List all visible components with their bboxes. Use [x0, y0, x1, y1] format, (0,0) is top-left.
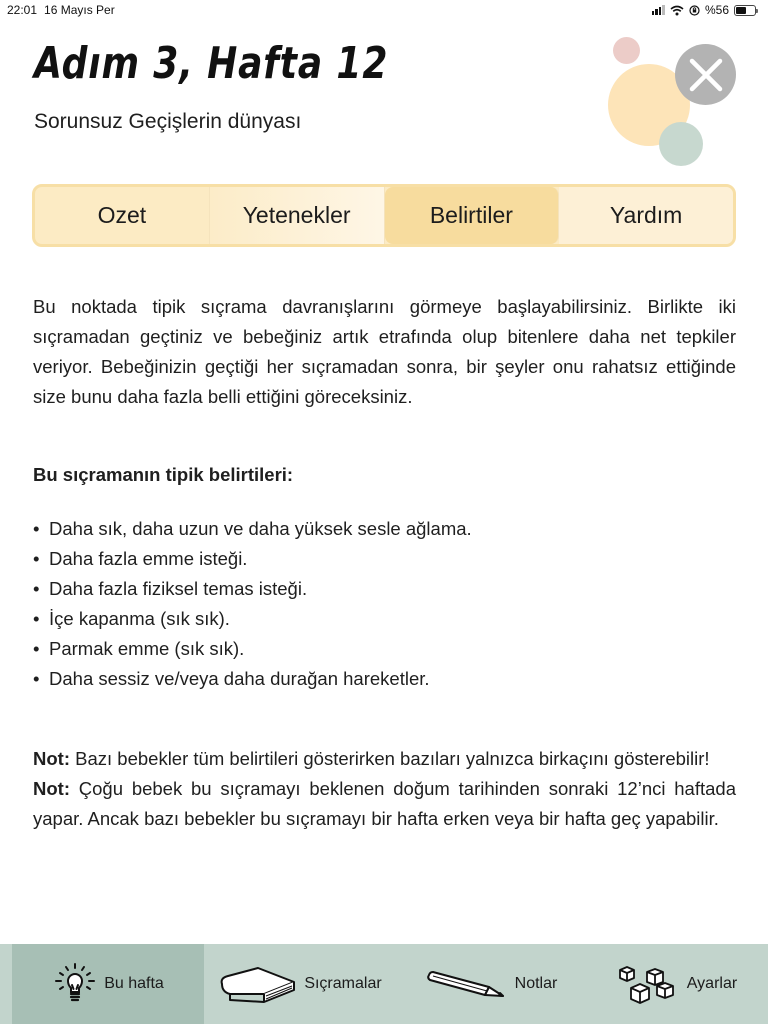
status-date: 16 Mayıs Per [44, 3, 115, 17]
nav-sicramalar[interactable] [204, 944, 396, 1024]
pencil-icon [425, 969, 509, 999]
battery-icon [734, 5, 756, 16]
decorative-bubbles [590, 28, 768, 178]
page-title: Adım 3, Hafta 12 [34, 38, 389, 89]
bullet: • [33, 668, 40, 689]
cubes-icon [617, 964, 681, 1004]
book-icon [218, 964, 298, 1004]
list-item [33, 574, 736, 604]
symptoms-heading: Bu sıçramanın tipik belirtileri: [33, 464, 294, 485]
green-bubble [659, 122, 703, 166]
nav-spacer [0, 944, 12, 1024]
note-label: Not: [33, 748, 70, 769]
symptom-text: Daha fazla emme isteği. [49, 548, 248, 569]
tab-yardim[interactable] [559, 187, 733, 244]
symptom-list [33, 514, 736, 694]
note-paragraph [33, 744, 736, 774]
list-item [33, 634, 736, 664]
symptom-text: Parmak emme (sık sık). [49, 638, 245, 659]
close-icon [689, 58, 723, 92]
list-item [33, 604, 736, 634]
close-button[interactable] [675, 44, 736, 105]
content-area [33, 292, 736, 834]
bottom-tab-bar [0, 944, 768, 1024]
bullet: • [33, 518, 40, 539]
symptom-text: İçe kapanma (sık sık). [49, 608, 230, 629]
nav-label: Notlar [514, 975, 558, 992]
list-item [33, 664, 736, 694]
signal-icon [652, 5, 665, 15]
tab-yetenekler[interactable] [210, 187, 385, 244]
tab-belirtiler[interactable] [385, 187, 560, 244]
list-item [33, 544, 736, 574]
orientation-lock-icon [689, 5, 700, 16]
notes-section [33, 744, 736, 834]
bullet: • [33, 548, 40, 569]
page-subtitle: Sorunsuz Geçişlerin dünyası [34, 110, 302, 133]
bullet: • [33, 578, 40, 599]
note-label: Not: [33, 778, 70, 799]
pink-bubble [613, 37, 640, 64]
tab-label: Yetenekler [242, 202, 351, 228]
battery-percent: %56 [704, 3, 729, 17]
status-bar [0, 0, 768, 22]
lightbulb-icon [52, 961, 98, 1007]
wifi-icon [670, 5, 684, 16]
bullet: • [33, 608, 40, 629]
intro-paragraph: Bu noktada tipik sıçrama davranışlarını görmeye başlayabilirsiniz. Birlikte iki sıçramadan geçtiniz ve bebeğiniz artık etrafında olup bitenlere daha net tepkiler veriyor. Bebeğinizin geçtiği her sıçramadan sonra, bir şeyler onu rahatsız ettiğinde size bunu daha fazla belli ettiğini göreceksiniz. [33, 296, 736, 407]
nav-label: Sıçramalar [304, 975, 382, 992]
status-time: 22:01 [7, 3, 38, 17]
tab-label: Ozet [97, 202, 147, 228]
segment-tabs [32, 184, 736, 247]
note-paragraph [33, 774, 736, 834]
nav-label: Bu hafta [104, 975, 164, 992]
list-item [33, 514, 736, 544]
tab-label: Belirtiler [429, 202, 513, 228]
note-text: Çoğu bebek bu sıçramayı beklenen doğum tarihinden sonraki 12’nci haftada yapar. Ancak bazı bebekler bu sıçramayı bir hafta erken veya bir hafta geç yapabilir. [33, 778, 736, 829]
symptom-text: Daha fazla fiziksel temas isteği. [49, 578, 308, 599]
note-text: Bazı bebekler tüm belirtileri gösterirken bazıları yalnızca birkaçını gösterebilir! [69, 748, 710, 769]
nav-label: Ayarlar [686, 975, 738, 992]
nav-ayarlar[interactable] [586, 944, 768, 1024]
symptom-text: Daha sessiz ve/veya daha durağan hareketler. [49, 668, 430, 689]
symptom-text: Daha sık, daha uzun ve daha yüksek sesle ağlama. [49, 518, 472, 539]
bullet: • [33, 638, 40, 659]
tab-ozet[interactable] [35, 187, 210, 244]
nav-bu-hafta[interactable] [12, 944, 204, 1024]
tab-label: Yardım [609, 202, 683, 228]
nav-notlar[interactable] [396, 944, 586, 1024]
